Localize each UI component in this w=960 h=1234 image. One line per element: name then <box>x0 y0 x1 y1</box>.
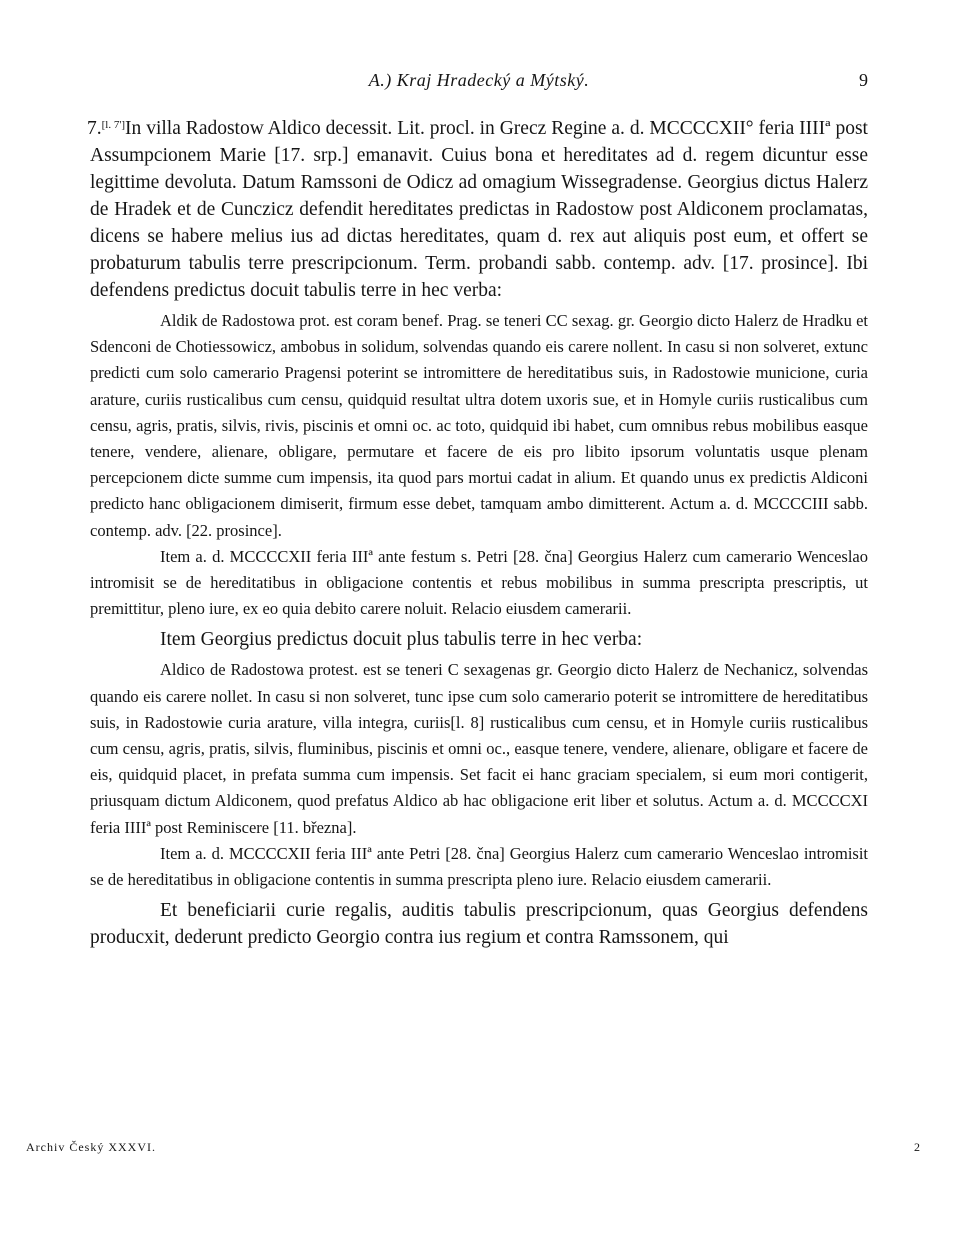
page-number: 9 <box>859 70 868 90</box>
intromission-note-2: Item a. d. MCCCCXII feria IIIª ante Petri [28. čna] Georgius Halerz cum camerario Wenceslao intromisit se de hereditatibus in obligacione contentis in summa prescripta pleno iure. Relacio eiusdem camerarii. <box>90 843 868 890</box>
page-body <box>87 70 868 951</box>
running-header <box>90 70 868 98</box>
paragraph-judgment: Et beneficiarii curie regalis, auditis tabulis prescripcionum, quas Georgius defendens producxit, dederunt predicto Georgio contra ius regium et contra Ramssonem, qui <box>90 900 868 949</box>
quoted-record-2: Aldico de Radostowa protest. est se teneri C sexagenas gr. Georgio dicto Halerz de Nechanicz, solvendas quando eis carere nollet. In casu si non solveret, tunc ipse cum solo camerario poterit se intromittere de hereditatibus suis, in Radostowie curia arature, villa integra, curiis[l. 8] rusticalibus cum censu, et in Homyle curiis rusticalibus cum censu, agris, pratis, silvis, fluminibus, piscinis et omni οc., easque tenere, vendere, alienare, obligare et facere de eis, quidquid placet, in prefata summa cum impensis. Set facit ei hanc graciam specialem, si eum mori contigerit, priusquam dictum Aldiconem, quod prefatus Aldico ab hac obligacione erit liber et solutus. Actum a. d. MCCCCXI feria IIIIª post Reminiscere [11. března]. <box>90 660 868 837</box>
running-title: A.) Kraj Hradecký a Mýtský. <box>368 70 590 90</box>
signature-mark: Archiv Český XXXVI. <box>26 1140 156 1154</box>
entry-number: 7. <box>87 118 102 139</box>
folio-marker: [l. 7'] <box>101 119 126 131</box>
page-footer <box>26 1140 920 1158</box>
paragraph-further-record: Item Georgius predictus docuit plus tabulis terre in hec verba: <box>160 629 643 651</box>
quoted-record-1: Aldik de Radostowa prot. est coram benef. Prag. se teneri CC sexag. gr. Georgio dicto Halerz de Hradku et Sdenconi de Chotiessowicz, ambobus in solidum, solvendas quando eis carere nollent. In casu si non solveret, extunc predicti cum solo camerario Pragensi poterint se intromittere de hereditatibus suis, in Radostowie municione, curia arature, curiis rusticalibus cum censu, quidquid resultat ultra dotem uxoris sue, et in Homyle curiis rusticalibus cum censu, agris, pratis, silvis, rivis, piscinis et omni οc. ac toto, quidquid ibi habet, cum omnibus rebus mobilibus easque tenere, vendere, alienare, obligare, permutare et facere de eis pro libito ipsorum voluntatis usque plenam percepcionem dicte summe cum impensis, ita quod pars mortui cadat in alium. Et quando unus ex predictis Aldiconi predicto hanc obligacionem dimiserit, firmum esse debet, tamquam ambo dimitterent. Actum a. d. MCCCCIII sabb. contemp. adv. [22. prosince]. <box>90 311 868 540</box>
paragraph-text: In villa Radostow Aldico decessit. Lit. procl. in Grecz Regine a. d. MCCCCXII° feria IIIIª post Assumpcionem Marie [17. srp.] emanavit. Cuius bona et hereditates ad d. regem dicuntur esse legittime devoluta. Datum Ramssoni de Odicz ad omagium Wissegradense. Georgius dictus Halerz de Hradek et de Cunczicz defendit hereditates predictas in Radostow post Aldiconem proclamatas, dicens se habere melius ius ad dictas hereditates, quam d. rex aut aliquis post eum, et offert se probaturum tabulis terre prescripcionum. Term. probandi sabb. contemp. adv. [17. prosince]. Ibi defendens predictus docuit tabulis terre in hec verba: <box>90 118 868 301</box>
intromission-note-1: Item a. d. MCCCCXII feria IIIª ante festum s. Petri [28. čna] Georgius Halerz cum camerario Wenceslao intromisit se de hereditatibus in obligacione contentis et rebus mobilibus in summa prescripta prescriptis, ut premittitur, pleno iure, ex eo quia debito carere noluit. Relacio eiusdem camerarii. <box>90 546 868 619</box>
paragraph-entry-7 <box>87 112 868 304</box>
sheet-number: 2 <box>914 1140 920 1154</box>
